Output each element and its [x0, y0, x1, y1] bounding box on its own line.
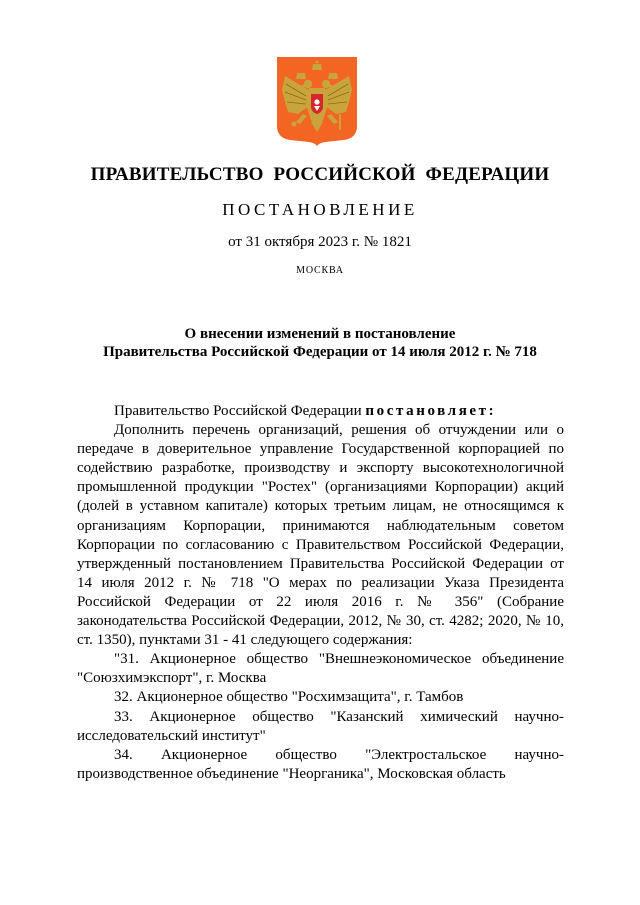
subject-line-2: Правительства Российской Федерации от 14 июля 2012 г. № 718 — [103, 344, 537, 360]
coat-of-arms-icon — [276, 56, 358, 146]
document-subject — [60, 325, 580, 361]
list-item: 34. Акционерное общество "Электростальское научно-производственное объединение "Неорганика", Московская область — [77, 746, 564, 782]
government-title: ПРАВИТЕЛЬСТВО РОССИЙСКОЙ ФЕДЕРАЦИИ — [90, 164, 550, 185]
list-item: 33. Акционерное общество "Казанский химический научно-исследовательский институт" — [77, 708, 564, 744]
decree-word: постановляет: — [365, 403, 497, 419]
main-paragraph: Дополнить перечень организаций, решения об отчуждении или о передаче в доверительное управление Государственной корпорацией по содействию разработке, производству и экспорту высокотехнологичной промышленной продукции "Ростех" (организациями Корпорации) акций (долей в уставном капитале) которых третьим лицам, не относящимся к организациям Корпорации, принимаются наблюдательным советом Корпорации по согласованию с Правительством Российской Федерации, утвержденный постановлением Правительства Российской Федерации от 14 июля 2012 г. № 718 "О мерах по реализации Указа Президента Российской Федерации от 22 июля 2016 г. № 356" (Собрание законодательства Российской Федерации, 2012, № 30, ст. 4282; 2020, № 10, ст. 1350), пунктами 31 - 41 следующего содержания: — [77, 422, 564, 649]
list-item: 32. Акционерное общество "Росхимзащита", г. Тамбов — [114, 689, 464, 706]
document-type: ПОСТАНОВЛЕНИЕ — [222, 200, 418, 219]
document-date-number: от 31 октября 2023 г. № 1821 — [228, 234, 412, 250]
document-body — [77, 402, 564, 784]
list-item: "31. Акционерное общество "Внешнеэкономическое объединение "Союзхимэкспорт", г. Москва — [77, 651, 564, 687]
intro-paragraph — [77, 402, 564, 421]
city-name: МОСКВА — [296, 265, 344, 276]
intro-prefix: Правительство Российской Федерации — [114, 403, 366, 419]
subject-line-1: О внесении изменений в постановление — [184, 326, 456, 342]
